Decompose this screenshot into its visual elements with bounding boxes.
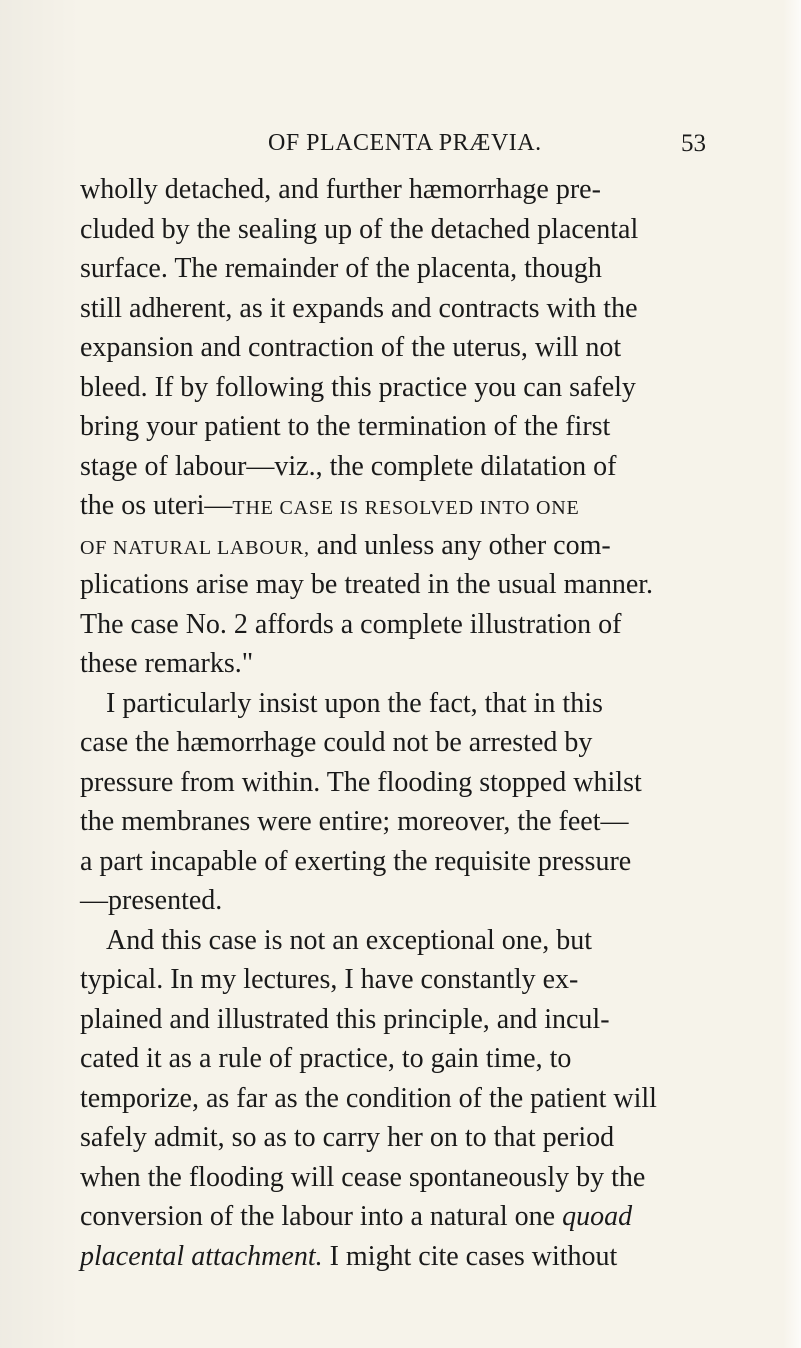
text-line xyxy=(80,249,708,289)
line-text: plained and illustrated this principle, and incul- xyxy=(80,1003,610,1035)
text-line xyxy=(80,526,708,566)
text-line xyxy=(80,486,708,526)
line-text: The case No. 2 affords a complete illustration of xyxy=(80,608,622,640)
line-text: expansion and contraction of the uterus, will not xyxy=(80,332,622,363)
page-number: 53 xyxy=(681,130,706,157)
text-line xyxy=(80,960,708,1000)
line-text: I particularly insist upon the fact, that in this xyxy=(106,687,603,719)
text-line xyxy=(80,565,708,605)
text-line xyxy=(80,1039,708,1079)
text-line xyxy=(80,881,708,921)
line-text: —presented. xyxy=(80,885,223,916)
line-text: when the flooding will cease spontaneously by the xyxy=(80,1161,646,1193)
line-text-segment: I might cite cases without xyxy=(329,1240,618,1272)
italic-text: placental attachment. xyxy=(80,1240,323,1272)
line-text: And this case is not an exceptional one, but xyxy=(106,924,592,956)
line-text: temporize, as far as the condition of the patient will xyxy=(80,1082,657,1114)
line-text: a part incapable of exerting the requisite pressure xyxy=(80,845,632,877)
line-text: pressure from within. The flooding stopped whilst xyxy=(80,766,642,798)
line-text: cated it as a rule of practice, to gain time, to xyxy=(80,1043,572,1074)
line-text: bring your patient to the termination of the first xyxy=(80,411,611,442)
line-text-segment: the os uteri— xyxy=(80,490,233,521)
text-line xyxy=(80,328,708,368)
text-line xyxy=(80,644,708,684)
line-text: bleed. If by following this practice you can safely xyxy=(80,371,636,403)
line-text: case the hæmorrhage could not be arrested by xyxy=(80,727,593,758)
text-line xyxy=(80,684,708,724)
body-text xyxy=(80,170,708,1276)
text-line xyxy=(80,605,708,645)
line-text-segment: and unless any other com- xyxy=(316,529,611,561)
text-line xyxy=(80,407,708,447)
line-text xyxy=(80,1197,632,1237)
line-text: plications arise may be treated in the usual manner. xyxy=(80,569,654,600)
text-line xyxy=(80,723,708,763)
text-line xyxy=(80,1158,708,1198)
line-text: cluded by the sealing up of the detached placental xyxy=(80,213,639,245)
text-line xyxy=(80,447,708,487)
line-text: these remarks." xyxy=(80,648,254,679)
text-line xyxy=(80,921,708,961)
line-text: safely admit, so as to carry her on to that period xyxy=(80,1122,615,1153)
line-text: stage of labour—viz., the complete dilatation of xyxy=(80,450,617,482)
text-line xyxy=(80,1079,708,1119)
text-line xyxy=(80,1118,708,1158)
text-line xyxy=(80,170,708,210)
line-text: the membranes were entire; moreover, the feet— xyxy=(80,806,629,837)
text-line xyxy=(80,802,708,842)
small-caps-text: OF NATURAL LABOUR, xyxy=(80,536,310,559)
small-caps-text: THE CASE IS RESOLVED INTO ONE xyxy=(232,497,580,519)
text-line xyxy=(80,289,708,329)
line-text: surface. The remainder of the placenta, though xyxy=(80,253,602,284)
text-line xyxy=(80,1197,708,1237)
line-text xyxy=(80,1237,617,1277)
text-line xyxy=(80,210,708,250)
running-title: OF PLACENTA PRÆVIA. xyxy=(268,130,542,156)
line-text: still adherent, as it expands and contracts with the xyxy=(80,292,638,324)
line-text: typical. In my lectures, I have constantly ex- xyxy=(80,964,579,995)
line-text: wholly detached, and further hæmorrhage pre- xyxy=(80,174,601,205)
text-line xyxy=(80,1237,708,1277)
line-text xyxy=(80,486,580,529)
running-head xyxy=(80,130,706,160)
text-line xyxy=(80,368,708,408)
italic-text: quoad xyxy=(562,1201,633,1232)
line-text xyxy=(80,526,611,569)
text-line xyxy=(80,842,708,882)
line-text-segment: conversion of the labour into a natural one xyxy=(80,1201,556,1232)
text-line xyxy=(80,1000,708,1040)
page-edge-highlight xyxy=(783,0,801,1348)
page-gutter-shadow xyxy=(0,0,80,1348)
text-line xyxy=(80,763,708,803)
